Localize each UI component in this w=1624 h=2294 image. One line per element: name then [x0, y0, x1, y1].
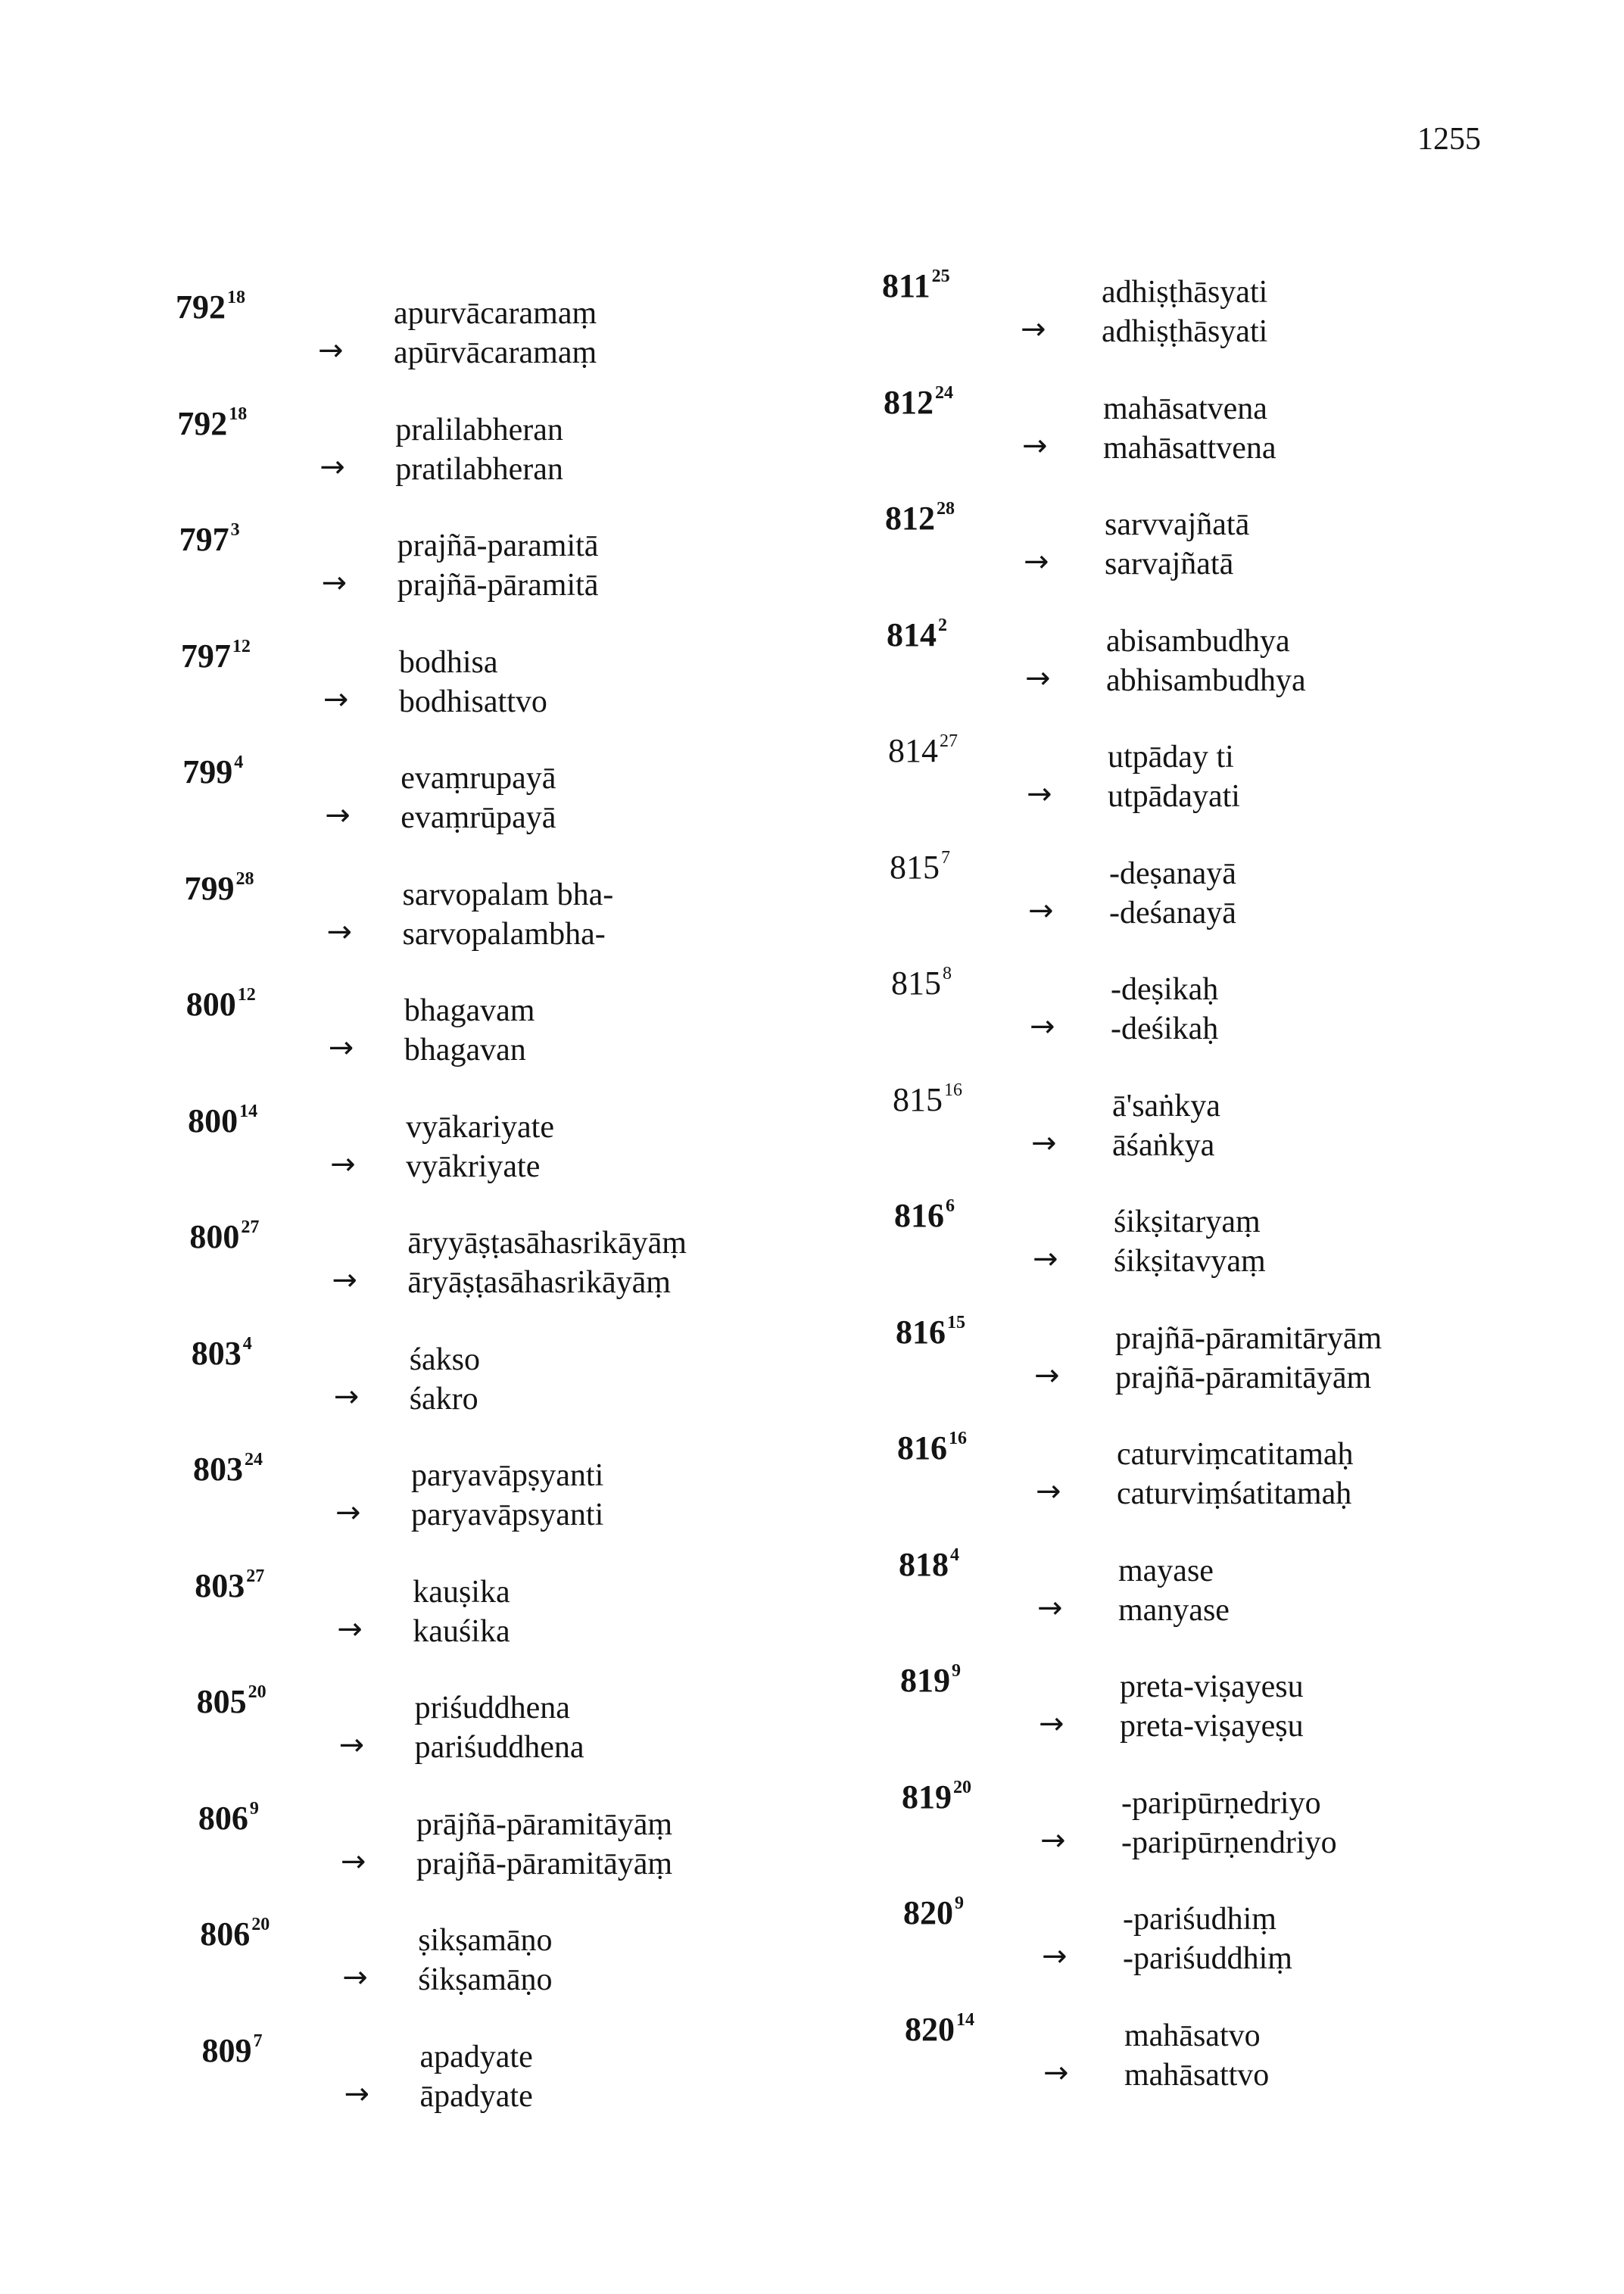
- page-ref-number: 818: [899, 1545, 949, 1583]
- corrected-reading: apūrvācaramaṃ: [394, 335, 597, 370]
- arrow-right-icon: →: [323, 681, 349, 717]
- corrected-reading: paryavāpsyanti: [411, 1498, 604, 1532]
- line-ref-number: 3: [230, 520, 240, 540]
- original-reading: prajñā-paramitā: [397, 528, 599, 563]
- corrected-reading: sarvajñatā: [1105, 547, 1234, 581]
- line-ref-number: 27: [246, 1566, 265, 1586]
- page-line-ref: [193, 1450, 263, 1488]
- original-reading: preta-viṣayesu: [1120, 1669, 1304, 1704]
- page-line-ref: [189, 1217, 259, 1256]
- original-reading: -pariśudhiṃ: [1123, 1902, 1276, 1937]
- arrow-right-icon: →: [1024, 544, 1049, 579]
- page-ref-number: 814: [888, 732, 938, 769]
- page-line-ref: [195, 1566, 264, 1605]
- arrow-right-icon: →: [325, 798, 351, 833]
- original-reading: sarvopalam bha-: [402, 877, 614, 912]
- corrected-reading: prajñā-pāramitāyām: [1115, 1360, 1372, 1395]
- original-reading: mahāsatvena: [1103, 391, 1267, 426]
- line-ref-number: 12: [237, 985, 256, 1005]
- line-ref-number: 2: [938, 615, 947, 635]
- line-ref-number: 27: [241, 1217, 260, 1237]
- page-ref-number: 806: [200, 1915, 251, 1953]
- corrected-reading: abhisambudhya: [1106, 662, 1306, 698]
- arrow-right-icon: →: [1034, 1357, 1060, 1393]
- arrow-right-icon: →: [320, 449, 345, 485]
- corrected-reading: -deśikaḥ: [1111, 1011, 1219, 1046]
- corrected-reading: āśaṅkya: [1112, 1127, 1215, 1163]
- page-line-ref: [185, 869, 254, 908]
- arrow-right-icon: →: [1027, 777, 1052, 812]
- original-reading: -deṣanayā: [1109, 856, 1236, 891]
- original-reading: kauṣika: [413, 1574, 510, 1610]
- page-ref-number: 811: [882, 267, 930, 304]
- line-ref-number: 28: [235, 868, 254, 889]
- arrow-right-icon: →: [333, 1379, 360, 1414]
- page-ref-number: 814: [887, 616, 937, 653]
- original-reading: priśuddhena: [414, 1691, 570, 1725]
- page-ref-number: 816: [897, 1429, 947, 1466]
- page-line-ref: [903, 1893, 964, 1932]
- corrected-reading: prajñā-pāramitā: [397, 568, 599, 603]
- line-ref-number: 24: [245, 1450, 263, 1470]
- arrow-right-icon: →: [326, 914, 353, 949]
- arrow-right-icon: →: [1033, 1242, 1058, 1276]
- corrected-reading: adhiṣṭhāsyati: [1102, 314, 1268, 349]
- page-ref-number: 799: [184, 869, 235, 907]
- line-ref-number: 28: [937, 499, 955, 519]
- arrow-right-icon: →: [342, 1960, 368, 1995]
- line-ref-number: 18: [227, 288, 245, 307]
- page-ref-number: 803: [191, 1334, 242, 1372]
- arrow-right-icon: →: [328, 1030, 354, 1065]
- page-line-ref: [197, 1682, 267, 1721]
- line-ref-number: 9: [955, 1893, 964, 1913]
- corrected-reading: bodhisattvo: [398, 684, 547, 719]
- page-ref-number: 792: [176, 288, 226, 326]
- page-line-ref: [899, 1545, 959, 1584]
- corrected-reading: vyākriyate: [406, 1149, 541, 1184]
- arrow-right-icon: →: [321, 566, 348, 600]
- original-reading: abisambudhya: [1106, 623, 1290, 659]
- original-reading: mahāsatvo: [1124, 2018, 1261, 2053]
- original-reading: vyākariyate: [406, 1109, 554, 1145]
- page-line-ref: [902, 1778, 971, 1816]
- page-ref-number: 819: [902, 1778, 952, 1816]
- page-ref-number: 797: [180, 637, 231, 675]
- page-ref-number: 812: [884, 383, 934, 421]
- original-reading: -paripūrṇedriyo: [1121, 1785, 1321, 1821]
- arrow-right-icon: →: [1022, 428, 1048, 463]
- corrected-reading: caturviṃśatitamaḥ: [1117, 1476, 1352, 1511]
- page-line-ref: [179, 520, 240, 559]
- corrected-reading: prajñā-pāramitāyāṃ: [416, 1846, 673, 1881]
- line-ref-number: 9: [249, 1798, 259, 1819]
- original-reading: prājñā-pāramitāyāṃ: [416, 1806, 673, 1842]
- corrected-reading: sarvopalambha-: [402, 916, 606, 952]
- arrow-right-icon: →: [1025, 660, 1051, 696]
- page-line-ref: [181, 637, 251, 675]
- line-ref-number: 20: [248, 1682, 267, 1702]
- arrow-right-icon: →: [340, 1844, 366, 1879]
- arrow-right-icon: →: [1037, 1590, 1063, 1625]
- page-ref-number: 797: [179, 521, 229, 558]
- original-reading: āryyāṣṭasāhasrikāyāṃ: [407, 1226, 687, 1261]
- corrected-reading: mahāsattvena: [1103, 430, 1276, 466]
- page-ref-number: 815: [891, 965, 941, 1002]
- corrected-reading: utpādayati: [1108, 779, 1240, 814]
- corrected-reading: āryāṣṭasāhasrikāyāṃ: [407, 1265, 671, 1300]
- page-line-ref: [192, 1334, 252, 1373]
- page-ref-number: 800: [185, 986, 236, 1023]
- original-reading: apadyate: [419, 2039, 533, 2074]
- page-line-ref: [905, 2010, 974, 2049]
- corrected-reading: kauśika: [413, 1613, 510, 1649]
- line-ref-number: 25: [931, 266, 950, 286]
- arrow-right-icon: →: [1030, 1009, 1055, 1044]
- corrected-reading: -pariśuddhiṃ: [1123, 1941, 1292, 1976]
- corrected-reading: pariśuddhena: [414, 1730, 584, 1765]
- arrow-right-icon: →: [337, 1611, 363, 1647]
- page-line-ref: [198, 1799, 259, 1837]
- page-ref-number: 806: [198, 1799, 248, 1837]
- arrow-right-icon: →: [1039, 1706, 1064, 1741]
- line-ref-number: 9: [952, 1661, 961, 1681]
- corrected-reading: śikṣamāṇo: [418, 1962, 553, 1997]
- page-ref-number: 809: [201, 2031, 252, 2069]
- page-ref-number: 820: [903, 1894, 953, 1931]
- original-reading: bodhisa: [398, 644, 498, 680]
- page-ref-number: 800: [189, 1218, 240, 1255]
- line-ref-number: 27: [940, 731, 958, 751]
- line-ref-number: 4: [242, 1333, 252, 1354]
- arrow-right-icon: →: [338, 1728, 365, 1763]
- line-ref-number: 15: [947, 1312, 965, 1332]
- page-ref-number: 803: [195, 1566, 245, 1604]
- corrected-reading: śakro: [409, 1381, 478, 1417]
- page-number: 1255: [1417, 122, 1481, 157]
- line-ref-number: 14: [956, 2009, 974, 2030]
- original-reading: -deṣikaḥ: [1111, 972, 1219, 1007]
- corrected-reading: āpadyate: [419, 2078, 533, 2114]
- line-ref-number: 14: [239, 1101, 258, 1121]
- line-ref-number: 20: [251, 1915, 270, 1934]
- corrected-reading: bhagavan: [404, 1033, 526, 1068]
- arrow-right-icon: →: [318, 333, 344, 368]
- arrow-right-icon: →: [1036, 1474, 1061, 1509]
- page-line-ref: [884, 383, 953, 422]
- page-line-ref: [176, 288, 245, 326]
- page-line-ref: [887, 616, 947, 654]
- page-ref-number: 799: [182, 753, 233, 790]
- arrow-right-icon: →: [1028, 893, 1054, 928]
- original-reading: caturviṃcatitamaḥ: [1117, 1437, 1354, 1472]
- page-ref-number: 812: [885, 500, 935, 537]
- original-reading: ā'saṅkya: [1112, 1088, 1220, 1124]
- corrected-reading: śikṣitavyaṃ: [1114, 1244, 1266, 1279]
- line-ref-number: 12: [232, 636, 251, 656]
- original-reading: prajñā-pāramitāryām: [1115, 1320, 1382, 1356]
- arrow-right-icon: →: [1043, 2055, 1069, 2090]
- page-line-ref: [891, 964, 952, 1002]
- page-line-ref: [200, 1915, 270, 1953]
- page-ref-number: 819: [900, 1662, 950, 1699]
- page-ref-number: 803: [193, 1451, 243, 1488]
- corrected-reading: mahāsattvo: [1124, 2057, 1270, 2093]
- original-reading: utpāday ti: [1108, 740, 1234, 775]
- page-ref-number: 820: [905, 2010, 955, 2048]
- corrected-reading: pratilabheran: [395, 451, 563, 487]
- page-line-ref: [182, 753, 243, 791]
- line-ref-number: 4: [234, 753, 244, 772]
- original-reading: śikṣitaryaṃ: [1114, 1205, 1261, 1239]
- line-ref-number: 18: [229, 404, 248, 424]
- original-reading: ṣikṣamāṇo: [418, 1923, 553, 1958]
- page-line-ref: [890, 848, 950, 887]
- corrected-reading: manyase: [1118, 1592, 1230, 1628]
- original-reading: bhagavam: [404, 993, 535, 1028]
- page-line-ref: [885, 499, 955, 538]
- arrow-right-icon: →: [335, 1495, 361, 1530]
- line-ref-number: 4: [950, 1544, 959, 1565]
- page-line-ref: [202, 2031, 263, 2070]
- corrected-reading: -paripūrṇendriyo: [1121, 1825, 1337, 1860]
- page-ref-number: 816: [894, 1197, 944, 1234]
- line-ref-number: 6: [946, 1196, 955, 1216]
- original-reading: śakso: [409, 1342, 481, 1377]
- page-line-ref: [893, 1080, 962, 1119]
- arrow-right-icon: →: [1021, 312, 1046, 347]
- line-ref-number: 8: [943, 964, 952, 983]
- page-ref-number: 815: [893, 1080, 943, 1118]
- corrected-reading: evaṃrūpayā: [401, 800, 556, 835]
- page-ref-number: 792: [177, 404, 228, 442]
- page-line-ref: [894, 1196, 955, 1235]
- arrow-right-icon: →: [1031, 1125, 1057, 1161]
- arrow-right-icon: →: [1040, 1822, 1066, 1858]
- page-ref-number: 815: [890, 848, 940, 886]
- corrected-reading: preta-viṣayeṣu: [1120, 1709, 1304, 1744]
- corrected-reading: -deśanayā: [1109, 895, 1236, 930]
- page-line-ref: [897, 1429, 967, 1467]
- line-ref-number: 24: [935, 382, 953, 403]
- line-ref-number: 16: [949, 1429, 967, 1448]
- page-line-ref: [177, 404, 247, 443]
- page-ref-number: 800: [188, 1102, 238, 1139]
- page-ref-number: 816: [896, 1313, 946, 1351]
- original-reading: sarvvajñatā: [1105, 507, 1250, 542]
- page-line-ref: [900, 1661, 961, 1700]
- line-ref-number: 20: [953, 1777, 971, 1797]
- original-reading: evaṃrupayā: [401, 761, 556, 796]
- page-line-ref: [896, 1313, 965, 1351]
- original-reading: apurvācaramaṃ: [394, 296, 597, 331]
- original-reading: paryavāpṣyanti: [411, 1458, 604, 1493]
- line-ref-number: 16: [944, 1080, 962, 1100]
- page-line-ref: [188, 1102, 257, 1140]
- original-reading: adhiṣṭhāsyati: [1102, 275, 1268, 310]
- page-line-ref: [888, 731, 958, 770]
- arrow-right-icon: →: [332, 1263, 357, 1298]
- original-reading: mayase: [1118, 1553, 1214, 1588]
- line-ref-number: 7: [253, 2031, 263, 2051]
- page-ref-number: 805: [196, 1683, 247, 1720]
- original-reading: pralilabheran: [395, 412, 563, 447]
- arrow-right-icon: →: [1042, 1939, 1068, 1974]
- line-ref-number: 7: [941, 847, 950, 868]
- arrow-right-icon: →: [344, 2076, 370, 2112]
- arrow-right-icon: →: [330, 1146, 356, 1182]
- page-line-ref: [882, 266, 950, 305]
- page-line-ref: [186, 985, 256, 1024]
